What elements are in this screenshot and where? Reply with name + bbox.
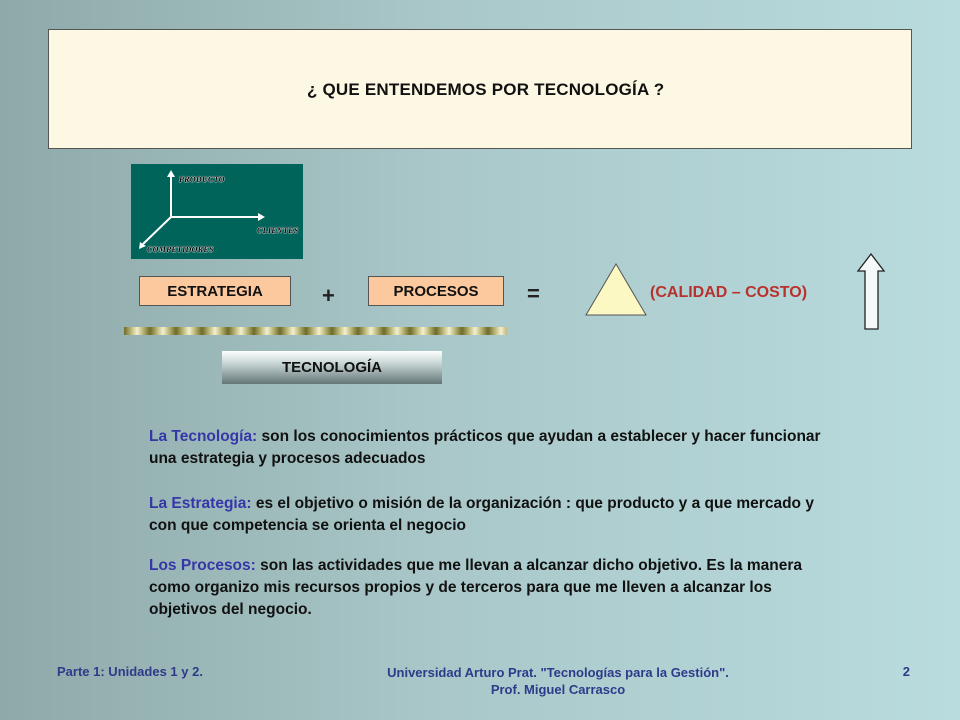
definition-term: La Estrategia: [149,495,252,512]
processes-box: PROCESOS [368,276,504,306]
definition-strategy [149,493,829,537]
definition-term: La Tecnología: [149,428,258,445]
definition-term: Los Procesos: [149,557,256,574]
definition-processes [149,555,829,621]
quality-cost-label: (CALIDAD – COSTO) [650,284,808,301]
label-product: PRODUCTO [179,175,225,184]
gradient-bar [124,327,507,335]
up-arrow-icon [856,253,886,331]
definition-text: es el objetivo o misión de la organización : que producto y a que mercado y con que competencia se orienta el negocio [149,495,814,534]
triangle-shape [584,262,648,318]
axes-diagram [131,164,303,259]
strategy-box: ESTRATEGIA [139,276,291,306]
equals-sign: = [527,281,540,306]
definition-text: son las actividades que me llevan a alcanzar dicho objetivo. Es la manera como organizo mis recursos propios y de terceros para que me lleven a alcanzar los objetivos del negocio. [149,557,802,618]
page-number: 2 [902,664,910,679]
definition-text: son los conocimientos prácticos que ayudan a establecer y hacer funcionar una estrategia y procesos adecuados [149,428,821,467]
label-clients: CLIENTES [257,226,299,235]
label-competitors: COMPETIDORES [147,245,214,254]
footer-university: Universidad Arturo Prat. "Tecnologías para la Gestión". Prof. Miguel Carrasco [387,665,729,697]
page-title: ¿ QUE ENTENDEMOS POR TECNOLOGÍA ? [307,80,665,99]
footer-part-label: Parte 1: Unidades 1 y 2. [57,664,203,679]
plus-sign: + [322,283,335,308]
title-box [48,29,912,149]
definition-technology [149,426,829,470]
technology-label: TECNOLOGÍA [222,351,442,384]
